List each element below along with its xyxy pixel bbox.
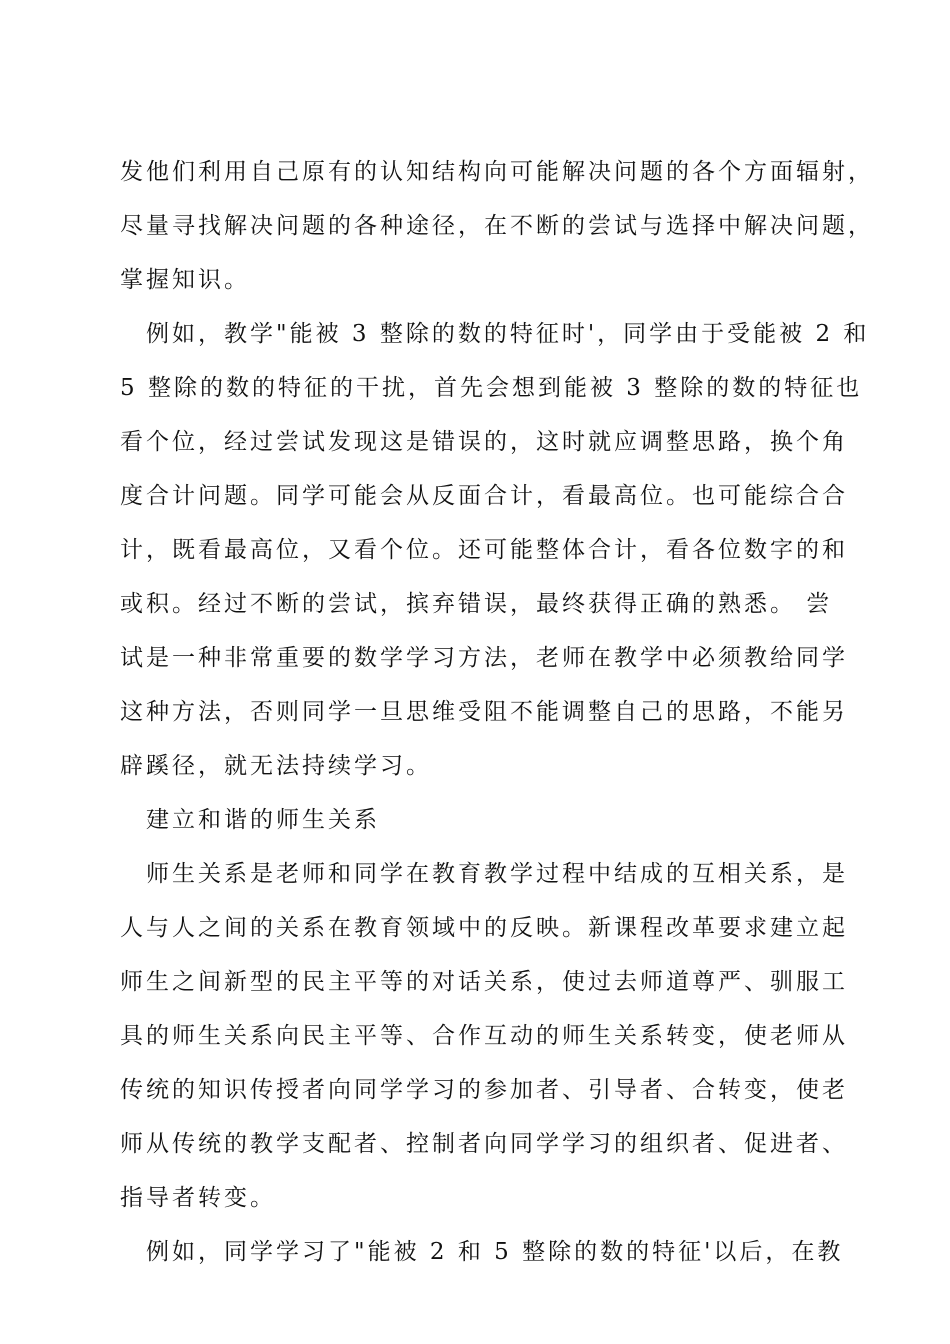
text-line-7: 度合计问题。同学可能会从反面合计，看最高位。也可能综合合 [120,483,848,509]
text-line-8: 计，既看最高位，又看个位。还可能整体合计，看各位数字的和 [120,537,848,563]
text-line-10: 试是一种非常重要的数学学习方法，老师在教学中必须教给同学 [120,645,848,671]
text-line-17: 具的师生关系向民主平等、合作互动的师生关系转变，使老师从 [120,1023,848,1049]
text-line-20: 指导者转变。 [120,1185,276,1211]
text-line-15: 人与人之间的关系在教育领域中的反映。新课程改革要求建立起 [120,915,848,941]
document-body [120,145,874,1279]
text-line-16: 师生之间新型的民主平等的对话关系，使过去师道尊严、驯服工 [120,969,848,995]
text-line-2: 尽量寻找解决问题的各种途径，在不断的尝试与选择中解决问题， [120,213,874,239]
text-line-9: 或积。经过不断的尝试，摈弃错误，最终获得正确的熟悉。 尝 [120,591,833,617]
paragraph-relationship-start: 师生关系是老师和同学在教育教学过程中结成的互相关系，是 [146,861,848,887]
text-line-1: 发他们利用自己原有的认知结构向可能解决问题的各个方面辐射， [120,159,874,185]
section-heading: 建立和谐的师生关系 [146,807,380,833]
text-line-5: 5 整除的数的特征的干扰，首先会想到能被 3 整除的数的特征也 [120,375,863,401]
paragraph-example-2-start: 例如，同学学习了"能被 2 和 5 整除的数的特征'以后，在教 [146,1239,844,1265]
paragraph-example-start: 例如，教学"能被 3 整除的数的特征时'，同学由于受能被 2 和 [146,321,870,347]
text-line-11: 这种方法，否则同学一旦思维受阻不能调整自己的思路，不能另 [120,699,848,725]
text-line-3: 掌握知识。 [120,267,250,293]
text-line-6: 看个位，经过尝试发现这是错误的，这时就应调整思路，换个角 [120,429,848,455]
text-line-18: 传统的知识传授者向同学学习的参加者、引导者、合转变，使老 [120,1077,848,1103]
text-line-12: 辟蹊径，就无法持续学习。 [120,753,432,779]
text-line-19: 师从传统的教学支配者、控制者向同学学习的组织者、促进者、 [120,1131,848,1157]
